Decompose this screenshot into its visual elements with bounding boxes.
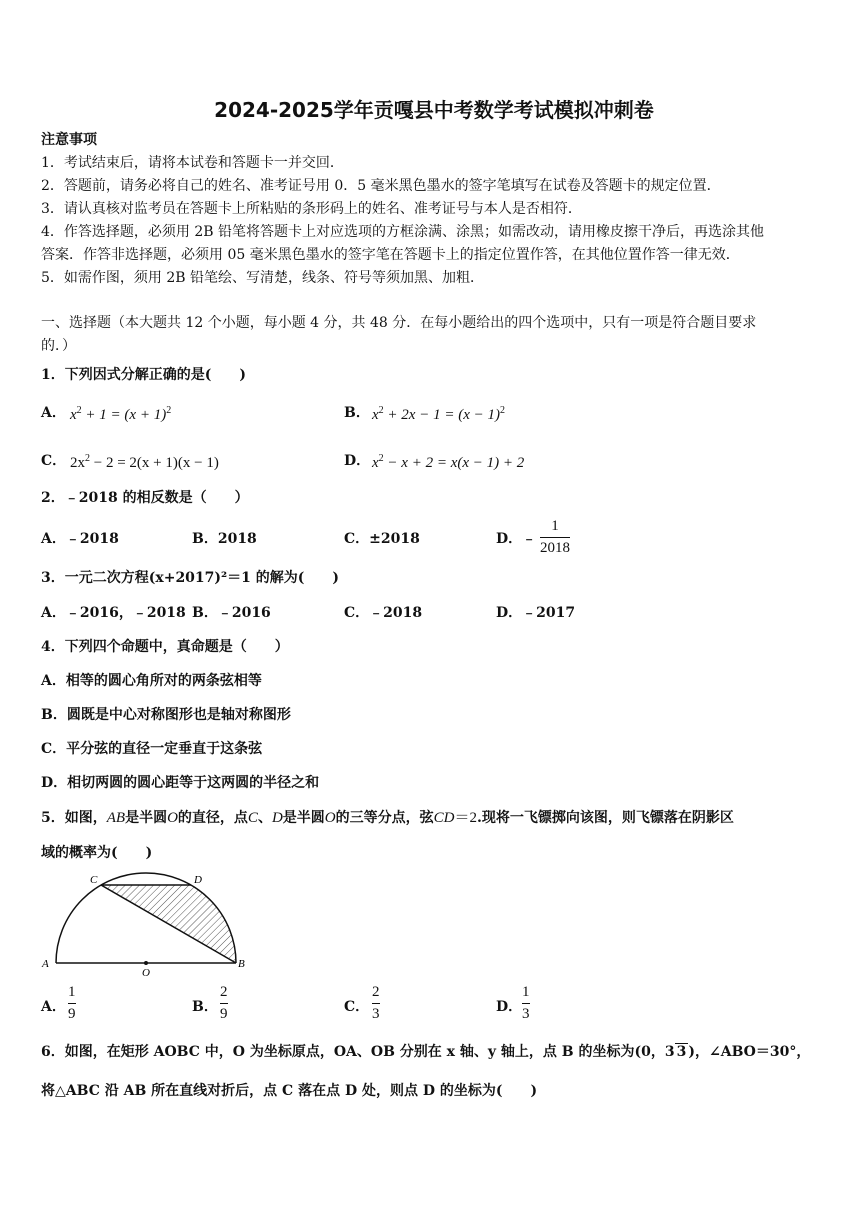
q3-option-d: D．﹣2017 bbox=[496, 605, 576, 621]
label-a: A bbox=[42, 958, 49, 970]
option-label: A． bbox=[41, 405, 66, 421]
q1-option-b-formula: $x^2 + 2x - 1 = (x - 1)^2$ bbox=[372, 405, 505, 423]
question-6-stem-cont: 将△ABC 沿 AB 所在直线对折后，点 C 落在点 D 处，则点 D 的坐标为( ) bbox=[41, 1083, 538, 1099]
note-item: 2．答题前，请务必将自己的姓名、准考证号用 0．5 毫米黑色墨水的签字笔填写在试卷及答题卡的规定位置． bbox=[41, 178, 721, 194]
sqrt-expression: 3 bbox=[676, 1044, 687, 1060]
question-4-stem: 4．下列四个命题中，真命题是（ ） bbox=[41, 639, 289, 655]
question-2-stem: 2．﹣2018 的相反数是（ ） bbox=[41, 490, 249, 506]
option-label: C． bbox=[344, 999, 370, 1015]
label-c: C bbox=[90, 874, 98, 886]
q2-option-b: B．2018 bbox=[192, 531, 257, 547]
label-d: D bbox=[194, 874, 202, 886]
denominator: 9 bbox=[68, 1006, 76, 1022]
denominator: 9 bbox=[220, 1006, 228, 1022]
q2-option-a: A．﹣2018 bbox=[41, 531, 119, 547]
numerator: 2 bbox=[220, 984, 228, 1000]
question-5-stem: 5．如图，AB是半圆O的直径，点C、D是半圆O的三等分点，弦CD＝2.现将一飞镖掷向该图，则飞镖落在阴影区 bbox=[41, 810, 734, 826]
numerator: 1 bbox=[68, 984, 76, 1000]
denominator: 3 bbox=[522, 1006, 530, 1022]
q1-option-c-formula: $2x^2 - 2 = 2(x + 1)(x - 1)$ bbox=[70, 453, 219, 471]
question-5-stem-cont: 域的概率为( ) bbox=[41, 845, 153, 861]
q5-option-c-fraction bbox=[372, 984, 380, 1023]
numerator: 2 bbox=[372, 984, 380, 1000]
q3-option-b: B．﹣2016 bbox=[192, 605, 271, 621]
question-3-stem: 3．一元二次方程(x+2017)²＝1 的解为( ) bbox=[41, 570, 340, 586]
center-point bbox=[144, 961, 148, 965]
denominator: 3 bbox=[372, 1006, 380, 1022]
q1-option-d-formula: $x^2 - x + 2 = x(x - 1) + 2$ bbox=[372, 453, 525, 471]
q2-option-d-fraction bbox=[540, 518, 570, 557]
section-heading-cont: 的．） bbox=[41, 338, 76, 354]
page-title: 2024-2025学年贡嘎县中考数学考试模拟冲刺卷 bbox=[214, 98, 654, 122]
numerator: 1 bbox=[522, 984, 530, 1000]
option-label: D． bbox=[344, 453, 371, 469]
option-label: C． bbox=[41, 453, 67, 469]
q4-option-d: D．相切两圆的圆心距等于这两圆的半径之和 bbox=[41, 775, 320, 791]
q4-option-a: A．相等的圆心角所对的两条弦相等 bbox=[41, 673, 262, 689]
numerator: 1 bbox=[551, 518, 559, 534]
q4-option-b: B．圆既是中心对称图形也是轴对称图形 bbox=[41, 707, 291, 723]
note-item: 答案．作答非选择题，必须用 05 毫米黑色墨水的签字笔在答题卡上的指定位置作答，在其他位置作答一律无效． bbox=[41, 247, 740, 263]
q5-option-a-fraction bbox=[68, 984, 76, 1023]
option-label: B． bbox=[344, 405, 370, 421]
option-label: A． bbox=[41, 999, 66, 1015]
q1-option-a-formula: $x^2 + 1 = (x + 1)^2$ bbox=[70, 405, 172, 423]
note-item: 1．考试结束后，请将本试卷和答题卡一并交回． bbox=[41, 155, 344, 171]
label-o: O bbox=[142, 967, 150, 979]
option-label: B． bbox=[192, 999, 218, 1015]
semicircle-figure bbox=[36, 868, 252, 980]
q2-option-d: D．﹣ bbox=[496, 531, 537, 547]
denominator: 2018 bbox=[540, 540, 570, 556]
q3-option-a: A．﹣2016，﹣2018 bbox=[41, 605, 186, 621]
q2-option-c: C．±2018 bbox=[344, 531, 420, 547]
question-1-stem: 1．下列因式分解正确的是( ) bbox=[41, 367, 246, 383]
q3-option-c: C．﹣2018 bbox=[344, 605, 423, 621]
q5-option-b-fraction bbox=[220, 984, 228, 1023]
q5-option-d-fraction bbox=[522, 984, 530, 1023]
label-b: B bbox=[238, 958, 245, 970]
section-heading: 一、选择题（本大题共 12 个小题，每小题 4 分，共 48 分．在每小题给出的四个选项中，只有一项是符合题目要求 bbox=[41, 315, 757, 331]
question-6-stem: 6．如图，在矩形 AOBC 中，O 为坐标原点，OA、OB 分别在 x 轴、y 轴上，点 B 的坐标为(0，3 3 )，∠ABO＝30°， bbox=[41, 1044, 811, 1060]
note-item: 3．请认真核对监考员在答题卡上所粘贴的条形码上的姓名、准考证号与本人是否相符． bbox=[41, 201, 582, 217]
option-label: D． bbox=[496, 999, 523, 1015]
q4-option-c: C．平分弦的直径一定垂直于这条弦 bbox=[41, 741, 263, 757]
note-item: 4．作答选择题，必须用 2B 铅笔将答题卡上对应选项的方框涂满、涂黑；如需改动，请用橡皮擦干净后，再选涂其他 bbox=[41, 224, 764, 240]
notes-heading: 注意事项 bbox=[41, 132, 97, 148]
note-item: 5．如需作图，须用 2B 铅笔绘、写清楚，线条、符号等须加黑、加粗． bbox=[41, 270, 485, 286]
